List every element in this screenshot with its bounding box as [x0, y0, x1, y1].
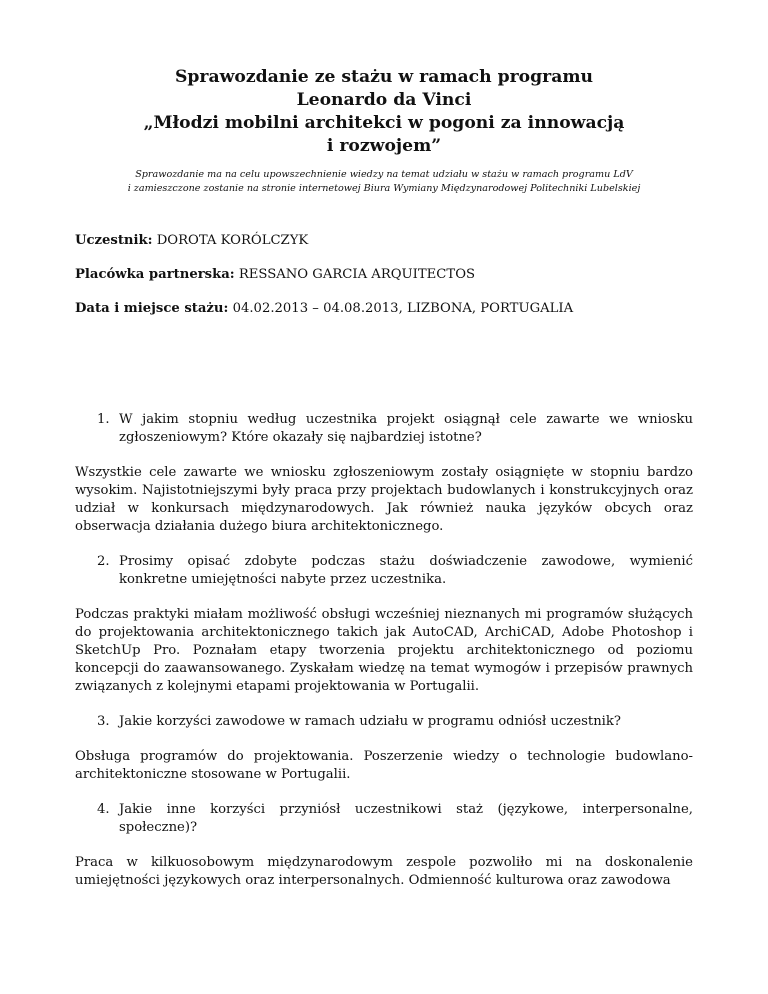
- question-1: [75, 411, 693, 447]
- question-text: W jakim stopniu według uczestnika projekt osiągnął cele zawarte we wniosku zgłoszeniowym? Które okazały się najbardziej istotne?: [119, 412, 693, 445]
- question-number: 3.: [97, 714, 110, 729]
- date-place-value: 04.02.2013 – 04.08.2013, LIZBONA, PORTUGALIA: [228, 301, 574, 316]
- question-3: [75, 713, 693, 731]
- question-text: Jakie inne korzyści przyniósł uczestnikowi staż (językowe, interpersonalne, społeczne)?: [119, 802, 693, 835]
- title-line-2: Leonardo da Vinci: [296, 90, 472, 110]
- partner-field: [75, 266, 693, 284]
- question-number: 1.: [97, 412, 110, 427]
- title-line-4: i rozwojem”: [326, 136, 442, 156]
- date-place-label: Data i miejsce stażu:: [75, 301, 229, 316]
- subtitle-line-2: i zamieszczone zostanie na stronie internetowej Biura Wymiany Międzynarodowej Politechniki Lubelskiej: [127, 183, 641, 194]
- participant-label: Uczestnik:: [75, 233, 153, 248]
- partner-label: Placówka partnerska:: [75, 267, 235, 282]
- question-text: Prosimy opisać zdobyte podczas stażu doświadczenie zawodowe, wymienić konkretne umiejętności nabyte przez uczestnika.: [119, 554, 693, 587]
- answer-2: Podczas praktyki miałam możliwość obsługi wcześniej nieznanych mi programów służących do projektowania architektonicznego takich jak AutoCAD, ArchiCAD, Adobe Photoshop i SketchUp Pro. Poznałam etapy tworzenia projektu architektonicznego od poziomu koncepcji do zaawansowanego. Zyskałam wiedzę na temat wymogów i przepisów prawnych związanych z kolejnymi etapami projektowania w Portugalii.: [75, 607, 693, 694]
- answer-1: Wszystkie cele zawarte we wniosku zgłoszeniowym zostały osiągnięte w stopniu bardzo wysokim. Najistotniejszymi były praca przy projektach budowlanych i konstrukcyjnych oraz udział w konkursach międzynarodowych. Jak również nauka języków obcych oraz obserwacja działania dużego biura architektonicznego.: [75, 465, 693, 534]
- questionnaire: [75, 411, 693, 890]
- question-text: Jakie korzyści zawodowe w ramach udziału w programu odniósł uczestnik?: [119, 714, 621, 729]
- document-page: [75, 66, 693, 890]
- document-title: [75, 66, 693, 158]
- question-4: [75, 801, 693, 837]
- partner-value: RESSANO GARCIA ARQUITECTOS: [234, 267, 476, 282]
- participant-value: DOROTA KORÓLCZYK: [152, 233, 309, 248]
- participant-info: [75, 232, 693, 318]
- subtitle-line-1: Sprawozdanie ma na celu upowszechnienie wiedzy na temat udziału w stażu w ramach programu LdV: [135, 169, 633, 180]
- answer-3: Obsługa programów do projektowania. Poszerzenie wiedzy o technologie budowlano-architektoniczne stosowane w Portugalii.: [75, 749, 693, 782]
- document-subtitle: [75, 168, 693, 196]
- participant-field: [75, 232, 693, 250]
- question-number: 2.: [97, 554, 110, 569]
- question-number: 4.: [97, 802, 110, 817]
- title-line-1: Sprawozdanie ze stażu w ramach programu: [174, 67, 594, 87]
- date-place-field: [75, 300, 693, 318]
- title-line-3: „Młodzi mobilni architekci w pogoni za innowacją: [143, 113, 625, 133]
- question-2: [75, 553, 693, 589]
- answer-4: Praca w kilkuosobowym międzynarodowym zespole pozwoliło mi na doskonalenie umiejętności językowych oraz interpersonalnych. Odmienność kulturowa oraz zawodowa: [75, 855, 693, 888]
